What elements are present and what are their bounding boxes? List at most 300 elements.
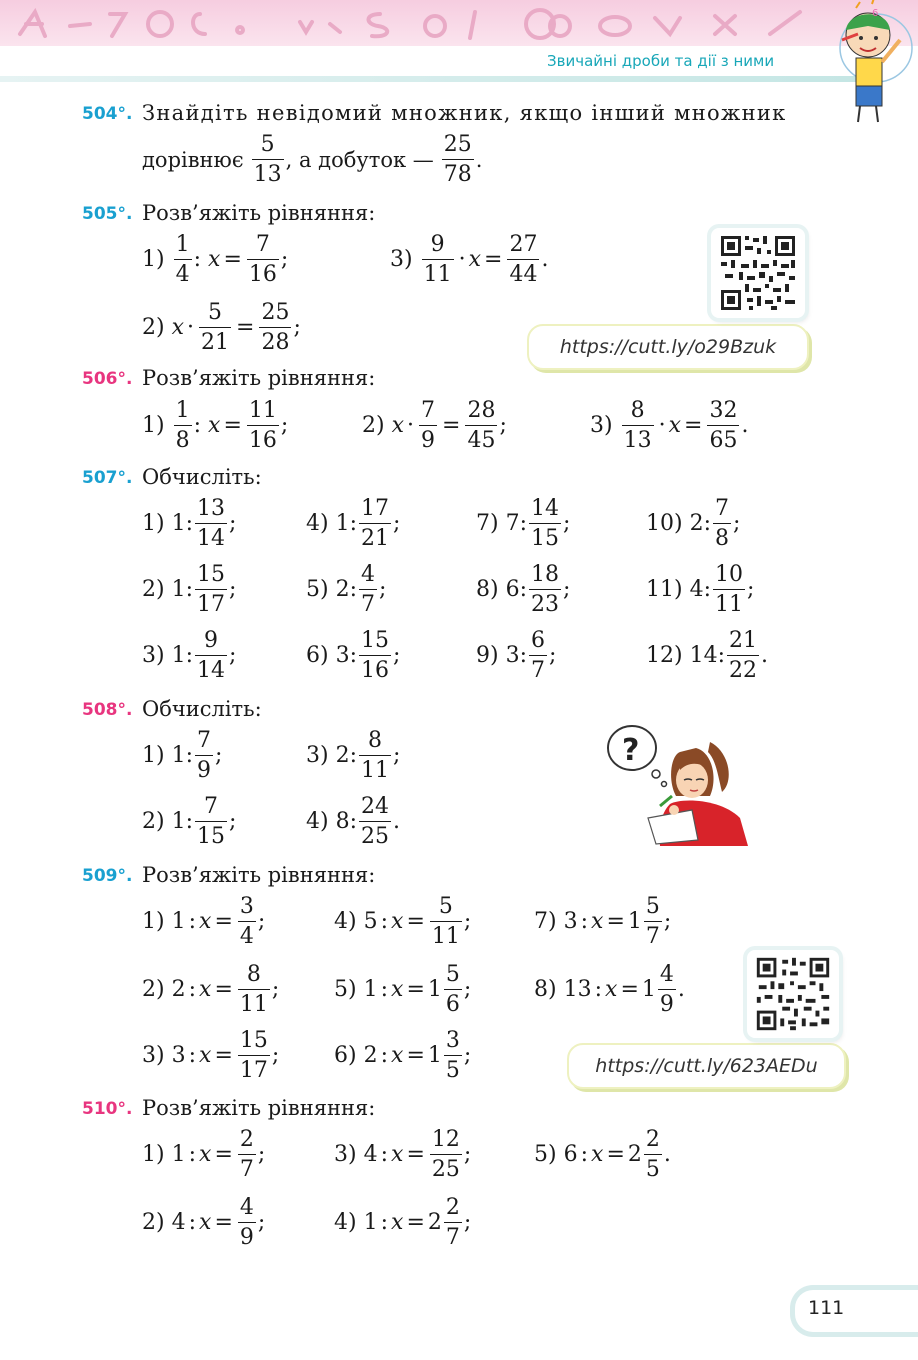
colon: : [185, 577, 194, 602]
colon: : [717, 643, 725, 668]
equation-item [334, 1026, 471, 1085]
equals: = [406, 909, 425, 934]
task-number-508: 508°. [82, 700, 133, 720]
denominator: 11 [713, 589, 745, 619]
item-label: 4) [334, 1210, 357, 1235]
equals: = [406, 1142, 425, 1167]
fraction [529, 626, 547, 685]
variable-x: x [199, 977, 212, 1002]
task-number-510: 510°. [82, 1099, 133, 1119]
task-504-text-a: дорівнює [142, 147, 244, 172]
equals: = [214, 1043, 233, 1068]
task-504-text-b: , а добуток — [285, 147, 434, 172]
expression-item [306, 560, 386, 619]
colon: : [519, 511, 528, 536]
end-mark: ; [229, 643, 237, 668]
denominator: 7 [444, 1222, 462, 1252]
item-label: 8) [534, 977, 557, 1002]
equals: = [214, 909, 233, 934]
denominator: 11 [359, 755, 391, 785]
svg-text:6: 6 [872, 8, 879, 19]
item-label: 7) [534, 909, 557, 934]
denominator: 14 [195, 523, 227, 553]
svg-text:?: ? [622, 733, 640, 768]
equals: = [606, 1142, 625, 1167]
denominator: 9 [238, 1222, 256, 1252]
fraction [359, 792, 391, 851]
whole-number: 1 [171, 577, 186, 602]
numerator: 3 [239, 894, 254, 919]
qr-link-2[interactable]: https://cutt.ly/623AEDu [567, 1043, 846, 1089]
whole-number: 7 [505, 511, 520, 536]
denominator: 11 [430, 921, 462, 951]
numerator: 7 [197, 728, 212, 753]
item-label: 3) [334, 1142, 357, 1167]
colon: : [188, 1142, 197, 1167]
fraction [238, 1125, 256, 1184]
numerator: 4 [659, 962, 674, 987]
whole-number: 14 [689, 643, 718, 668]
item-label: 5) [534, 1142, 557, 1167]
fraction [359, 626, 391, 685]
denominator: 16 [359, 655, 391, 685]
task-509-text: Розв’яжіть рівняння: [142, 863, 376, 887]
colon: : [349, 743, 358, 768]
fraction [195, 792, 227, 851]
fraction [195, 726, 213, 785]
end-mark: ; [257, 909, 266, 934]
dividend: 4 [171, 1210, 186, 1235]
task-505-item-3: 3) $\frac{9}{11}$ · x = $\frac{27}{44}$ . [390, 232, 549, 287]
numerator: 15 [239, 1028, 268, 1053]
colon: : [349, 809, 358, 834]
end-mark: ; [563, 577, 571, 602]
end-mark: ; [463, 1142, 472, 1167]
equals: = [214, 1142, 233, 1167]
whole-number: 6 [505, 577, 520, 602]
fraction [359, 494, 391, 553]
equals: = [406, 1210, 425, 1235]
colon: : [185, 511, 194, 536]
colon: : [349, 511, 358, 536]
task-number-504: 504°. [82, 104, 133, 124]
denominator: 5 [644, 1154, 662, 1184]
item-label: 6) [306, 643, 329, 668]
end-mark: ; [549, 643, 557, 668]
end-mark: . [393, 809, 401, 834]
end-mark: ; [463, 1210, 472, 1235]
end-mark: ; [463, 909, 472, 934]
item-label: 3) [142, 643, 165, 668]
equation-item [534, 1125, 671, 1184]
equals: = [406, 977, 425, 1002]
whole-number: 8 [335, 809, 350, 834]
item-label: 6) [334, 1043, 357, 1068]
equals: = [606, 909, 625, 934]
numerator: 3 [445, 1028, 460, 1053]
denominator: 15 [529, 523, 561, 553]
denominator: 8 [713, 523, 731, 553]
task-506-item-3: 3) $\frac{8}{13}$ · x = $\frac{32}{65}$ . [590, 398, 749, 453]
variable-x: x [391, 909, 404, 934]
fraction [238, 1026, 270, 1085]
numerator: 10 [715, 562, 743, 587]
denominator: 7 [644, 921, 662, 951]
numerator: 2 [445, 1195, 460, 1220]
dividend: 5 [363, 909, 378, 934]
colon: : [380, 1210, 389, 1235]
fraction [658, 960, 676, 1019]
item-label: 10) [646, 511, 683, 536]
equals: = [214, 1210, 233, 1235]
equation-item [142, 892, 265, 951]
item-label: 7) [476, 511, 499, 536]
colon: : [188, 909, 197, 934]
end-mark: ; [271, 977, 280, 1002]
expression-item [306, 792, 400, 851]
fraction [644, 892, 662, 951]
expression-item [142, 726, 222, 785]
task-505-item-1: 1) $\frac{1}{4}$ : x = $\frac{7}{16}$ ; [142, 232, 289, 287]
whole-number: 1 [171, 643, 186, 668]
denominator: 22 [727, 655, 759, 685]
task-506-item-1: 1) $\frac{1}{8}$ : x = $\frac{11}{16}$ ; [142, 398, 289, 453]
whole-number: 2 [335, 577, 350, 602]
equation-item [334, 1193, 471, 1252]
numerator: 8 [246, 962, 261, 987]
equation-item [334, 960, 471, 1019]
expression-item [476, 560, 570, 619]
end-mark: ; [563, 511, 571, 536]
dividend: 1 [171, 1142, 186, 1167]
numerator: 18 [531, 562, 560, 587]
denominator: 23 [529, 589, 561, 619]
end-mark: ; [663, 909, 672, 934]
task-506-text: Розв’яжіть рівняння: [142, 366, 376, 390]
numerator: 17 [361, 496, 390, 521]
fraction [430, 1125, 462, 1184]
dividend: 1 [171, 909, 186, 934]
numerator: 14 [531, 496, 560, 521]
end-mark: ; [393, 511, 401, 536]
variable-x: x [391, 1043, 404, 1068]
task-number-505: 505°. [82, 204, 133, 224]
page-number: 111 [808, 1297, 845, 1319]
item-label: 4) [306, 511, 329, 536]
variable-x: x [199, 909, 212, 934]
qr-code-icon [711, 228, 805, 318]
item-label: 2) [142, 809, 165, 834]
denominator: 4 [238, 921, 256, 951]
end-mark: ; [393, 643, 401, 668]
dividend: 3 [563, 909, 578, 934]
numerator: 2 [239, 1127, 254, 1152]
expression-item [306, 494, 400, 553]
equation-item [534, 960, 685, 1019]
equation-item [334, 892, 471, 951]
whole-part: 1 [641, 977, 656, 1002]
numerator: 5 [645, 894, 660, 919]
expression-item [646, 626, 768, 685]
colon: : [185, 743, 194, 768]
whole-number: 1 [171, 511, 186, 536]
item-label: 5) [306, 577, 329, 602]
denominator: 6 [444, 989, 462, 1019]
whole-number: 1 [171, 743, 186, 768]
task-504-line1: Знайдіть невідомий множник, якщо інший множник [142, 101, 787, 125]
item-label: 8) [476, 577, 499, 602]
header-rule [0, 76, 870, 82]
numerator: 8 [368, 728, 383, 753]
expression-item [306, 726, 400, 785]
fraction [644, 1125, 662, 1184]
denominator: 9 [195, 755, 213, 785]
whole-number: 3 [335, 643, 350, 668]
numerator: 9 [204, 628, 219, 653]
colon: : [519, 643, 528, 668]
colon: : [185, 809, 194, 834]
item-label: 9) [476, 643, 499, 668]
equals: = [620, 977, 639, 1002]
end-mark: ; [257, 1142, 266, 1167]
fraction [727, 626, 759, 685]
variable-x: x [199, 1043, 212, 1068]
item-label: 2) [142, 577, 165, 602]
qr-code-1[interactable] [711, 228, 805, 318]
numerator: 15 [197, 562, 226, 587]
expression-item [646, 560, 754, 619]
task-505-item-2: 2) x · $\frac{5}{21}$ = $\frac{25}{28}$ ; [142, 300, 301, 355]
header-doodles [0, 4, 830, 44]
fraction: $\frac{25}{78}$ [443, 132, 472, 187]
numerator: 6 [531, 628, 546, 653]
item-label: 1) [142, 511, 165, 536]
end-mark: ; [463, 977, 472, 1002]
colon: : [519, 577, 528, 602]
expression-item [306, 626, 400, 685]
whole-number: 1 [171, 809, 186, 834]
item-label: 2) [142, 1210, 165, 1235]
fraction [713, 560, 745, 619]
numerator: 2 [645, 1127, 660, 1152]
end-mark: ; [215, 743, 223, 768]
item-label: 3) [306, 743, 329, 768]
denominator: 9 [658, 989, 676, 1019]
denominator: 17 [238, 1055, 270, 1085]
colon: : [349, 643, 358, 668]
colon: : [349, 577, 358, 602]
equation-item [534, 892, 671, 951]
end-mark: ; [733, 511, 741, 536]
item-label: 12) [646, 643, 683, 668]
end-mark: . [761, 643, 768, 668]
colon: : [380, 1142, 389, 1167]
expression-item [476, 494, 570, 553]
denominator: 7 [529, 655, 547, 685]
dividend: 13 [563, 977, 592, 1002]
equation-item [142, 1125, 265, 1184]
equals: = [406, 1043, 425, 1068]
fraction [713, 494, 731, 553]
denominator: 5 [444, 1055, 462, 1085]
numerator: 7 [715, 496, 729, 521]
expression-item [142, 494, 236, 553]
item-label: 1) [142, 743, 165, 768]
variable-x: x [591, 1142, 604, 1167]
expression-item [142, 792, 236, 851]
task-504-line2: дорівнює $\frac{5}{13}$ , а добуток — $\frac{25}{78}$ . [142, 132, 483, 187]
whole-number: 4 [689, 577, 704, 602]
fraction [238, 1193, 256, 1252]
denominator: 17 [195, 589, 227, 619]
numerator: 4 [361, 562, 376, 587]
colon: : [185, 643, 194, 668]
qr-code-2[interactable] [747, 950, 839, 1038]
whole-number: 2 [335, 743, 350, 768]
section-title: Звичайні дроби та дії з ними [547, 52, 775, 70]
whole-number: 2 [689, 511, 704, 536]
variable-x: x [199, 1210, 212, 1235]
expression-item [142, 560, 236, 619]
end-mark: ; [379, 577, 387, 602]
end-mark: ; [229, 809, 237, 834]
fraction [359, 726, 391, 785]
colon: : [380, 1043, 389, 1068]
end-mark: ; [393, 743, 401, 768]
denominator: 7 [238, 1154, 256, 1184]
colon: : [703, 577, 711, 602]
denominator: 25 [430, 1154, 462, 1184]
qr-code-icon [747, 950, 839, 1038]
numerator: 13 [197, 496, 226, 521]
numerator: 4 [239, 1195, 254, 1220]
end-mark: . [677, 977, 685, 1002]
item-label: 1) [142, 909, 165, 934]
whole-part: 1 [427, 977, 442, 1002]
dividend: 1 [363, 977, 378, 1002]
equation-item [142, 960, 279, 1019]
denominator: 14 [195, 655, 227, 685]
dividend: 1 [363, 1210, 378, 1235]
colon: : [380, 977, 389, 1002]
whole-part: 2 [627, 1142, 642, 1167]
dividend: 4 [363, 1142, 378, 1167]
qr-link-1[interactable]: https://cutt.ly/o29Bzuk [527, 324, 809, 370]
colon: : [580, 909, 589, 934]
colon: : [188, 1210, 197, 1235]
variable-x: x [605, 977, 618, 1002]
fraction [195, 560, 227, 619]
variable-x: x [391, 1142, 404, 1167]
equation-item [142, 1026, 279, 1085]
fraction [444, 960, 462, 1019]
dividend: 2 [171, 977, 186, 1002]
numerator: 15 [361, 628, 390, 653]
item-label: 4) [334, 909, 357, 934]
thinking-girl-illustration [600, 722, 752, 850]
whole-part: 1 [627, 909, 642, 934]
variable-x: x [391, 1210, 404, 1235]
fraction [238, 892, 256, 951]
task-number-507: 507°. [82, 468, 133, 488]
denominator: 25 [359, 821, 391, 851]
numerator: 5 [445, 962, 460, 987]
colon: : [703, 511, 711, 536]
task-505-text: Розв’яжіть рівняння: [142, 201, 376, 225]
dividend: 3 [171, 1043, 186, 1068]
pencil-boy-mascot [828, 0, 918, 130]
item-label: 2) [142, 977, 165, 1002]
variable-x: x [199, 1142, 212, 1167]
fraction: $\frac{5}{13}$ [253, 132, 282, 187]
equation-item [334, 1125, 471, 1184]
task-number-509: 509°. [82, 866, 133, 886]
denominator: 15 [195, 821, 227, 851]
whole-number: 3 [505, 643, 520, 668]
colon: : [188, 1043, 197, 1068]
task-506-item-2: 2) x · $\frac{7}{9}$ = $\frac{28}{45}$ ; [362, 398, 507, 453]
variable-x: x [591, 909, 604, 934]
equation-item [142, 1193, 265, 1252]
task-number-506: 506°. [82, 369, 133, 389]
dividend: 6 [563, 1142, 578, 1167]
whole-part: 1 [427, 1043, 442, 1068]
fraction [359, 560, 377, 619]
fraction [444, 1026, 462, 1085]
item-label: 1) [142, 1142, 165, 1167]
fraction [195, 494, 227, 553]
item-label: 5) [334, 977, 357, 1002]
numerator: 24 [361, 794, 390, 819]
expression-item [646, 494, 740, 553]
dividend: 2 [363, 1043, 378, 1068]
end-mark: ; [747, 577, 755, 602]
item-label: 4) [306, 809, 329, 834]
end-mark: ; [463, 1043, 472, 1068]
colon: : [594, 977, 603, 1002]
end-mark: ; [229, 511, 237, 536]
task-508-text: Обчисліть: [142, 697, 262, 721]
task-507-text: Обчисліть: [142, 465, 262, 489]
whole-number: 1 [335, 511, 350, 536]
fraction [430, 892, 462, 951]
item-label: 11) [646, 577, 683, 602]
task-510-text: Розв’яжіть рівняння: [142, 1096, 376, 1120]
end-mark: ; [229, 577, 237, 602]
colon: : [380, 909, 389, 934]
denominator: 21 [359, 523, 391, 553]
numerator: 7 [204, 794, 219, 819]
colon: : [580, 1142, 589, 1167]
colon: : [188, 977, 197, 1002]
denominator: 7 [359, 589, 377, 619]
whole-part: 2 [427, 1210, 442, 1235]
variable-x: x [391, 977, 404, 1002]
denominator: 11 [238, 989, 270, 1019]
end-mark: . [663, 1142, 671, 1167]
numerator: 21 [729, 628, 757, 653]
equals: = [214, 977, 233, 1002]
numerator: 12 [431, 1127, 460, 1152]
numerator: 5 [438, 894, 453, 919]
fraction [529, 560, 561, 619]
expression-item [476, 626, 556, 685]
fraction [529, 494, 561, 553]
end-mark: ; [257, 1210, 266, 1235]
end-mark: ; [271, 1043, 280, 1068]
fraction [195, 626, 227, 685]
item-label: 3) [142, 1043, 165, 1068]
